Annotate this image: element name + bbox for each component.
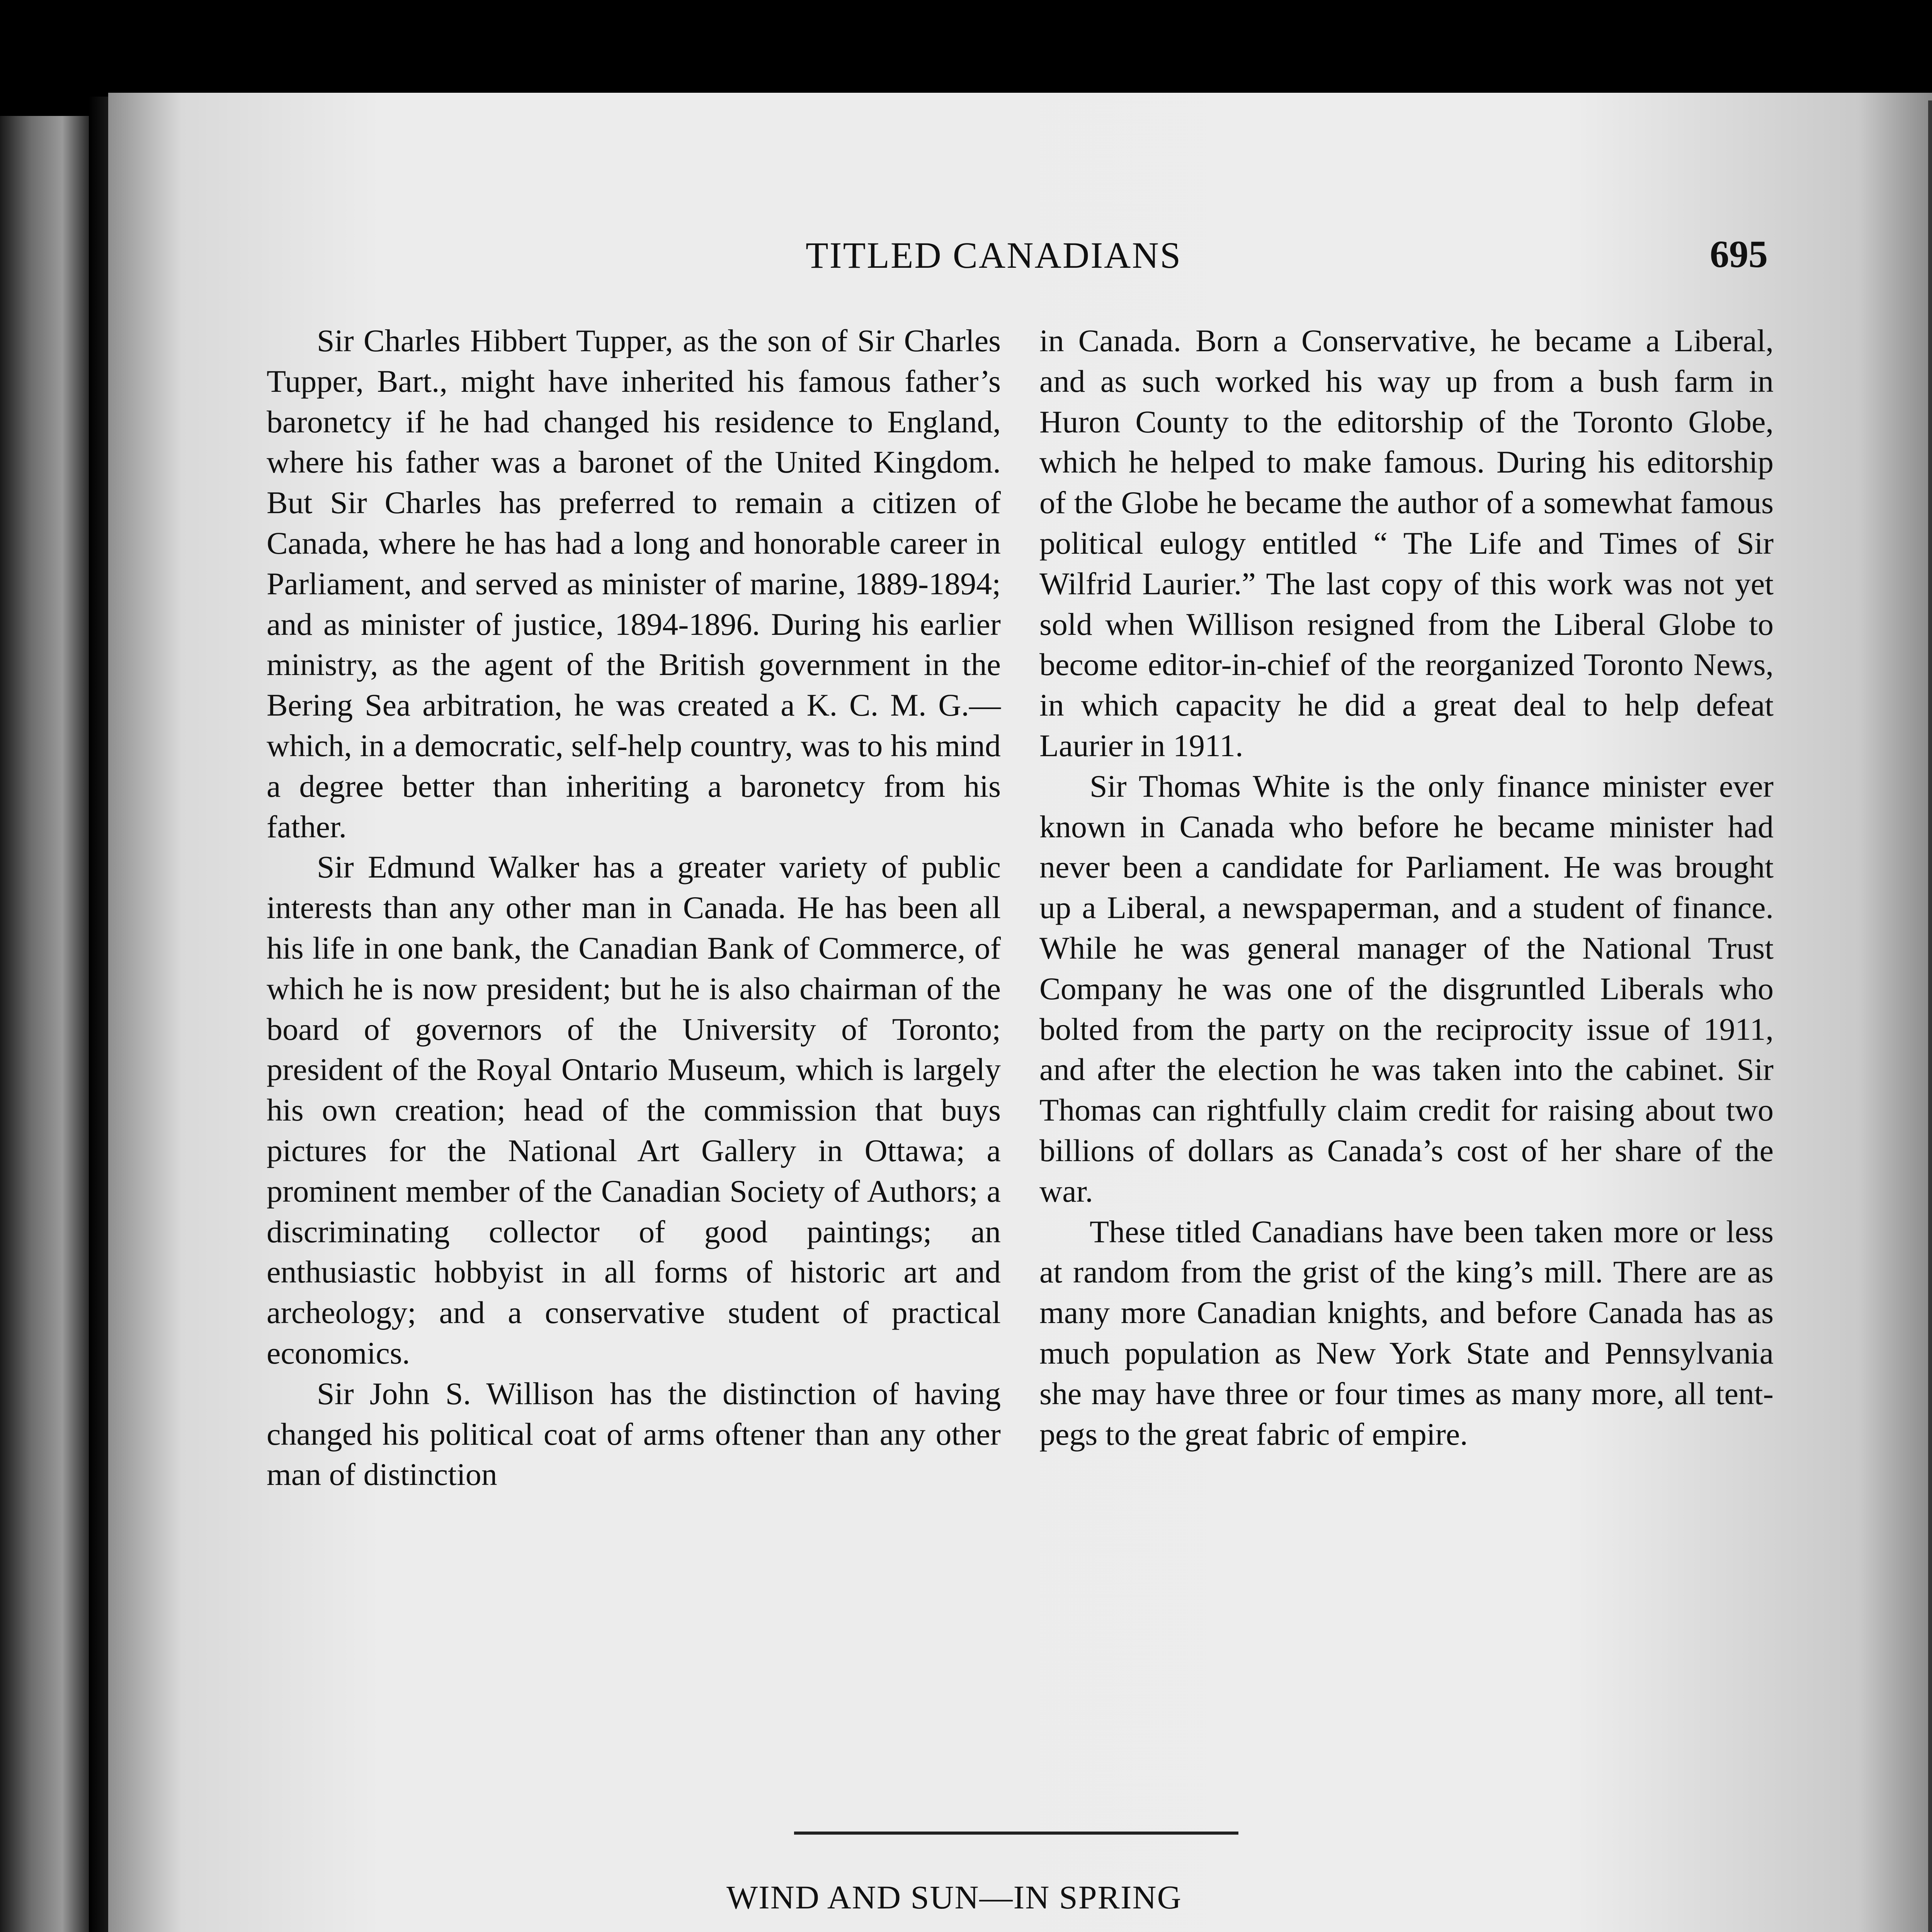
- page-number: 695: [1710, 233, 1768, 276]
- paragraph-tupper: Sir Charles Hibbert Tupper, as the son of Sir Charles Tupper, Bart., might have inherited his famous father’s baronetcy if he had changed his residence to England, where his father was a baronet of the United Kingdom. But Sir Charles has preferred to remain a citizen of Canada, where he has had a long and honorable career in Parliament, and served as minister of marine, 1889-1894; and as minister of justice, 1894-1896. During his earlier ministry, as the agent of the British government in the Bering Sea arbitration, he was created a K. C. M. G.—which, in a democratic, self-help country, was to his mind a degree better than inheriting a baronetcy from his father.: [267, 323, 1001, 844]
- paragraph-walker: Sir Edmund Walker has a greater variety of public interests than any other man in Canada. He has been all his life in one bank, the Canadian Bank of Commerce, of which he is now president; but he is also chairman of the board of governors of the University of Toronto; president of the Royal Ontario Museum, which is largely his own creation; head of the commission that buys pictures for the National Art Gallery in Ottawa; a prominent member of the Canadian Society of Authors; a discriminating collector of good paintings; an enthusiastic hobbyist in all forms of historic art and archeology; and a conservative student of practical economics.: [267, 849, 1001, 1371]
- left-column: [267, 321, 1001, 1495]
- poem-title: WIND AND SUN—IN SPRING: [726, 1879, 1182, 1916]
- paragraph-willison-start: Sir John S. Willison has the distinction of having changed his political coat of arms oftener than any other man of distinction: [267, 1376, 1001, 1492]
- running-head: TITLED CANADIANS: [806, 235, 1182, 276]
- right-column: [1039, 321, 1774, 1454]
- left-page-edge: [0, 116, 89, 1932]
- paragraph-white: Sir Thomas White is the only finance minister ever known in Canada who before he became minister had never been a candidate for Parliament. He was brought up a Liberal, a newspaperman, and a student of finance. While he was general manager of the National Trust Company he was one of the disgruntled Liberals who bolted from the party on the reciprocity issue of 1911, and after the election he was taken into the cabinet. Sir Thomas can rightfully claim credit for raising about two billions of dollars as Canada’s cost of her share of the war.: [1039, 768, 1774, 1209]
- right-page-edge: [1928, 100, 1932, 1932]
- section-divider: [794, 1832, 1238, 1835]
- paragraph-willison-continued: in Canada. Born a Conservative, he became a Liberal, and as such worked his way up from a bush farm in Huron County to the editorship of the Toronto Globe, which he helped to make famous. During his editorship of the Globe he became the author of a somewhat famous political eulogy entitled “ The Life and Times of Sir Wilfrid Laurier.” The last copy of this work was not yet sold when Willison resigned from the Liberal Globe to become editor-in-chief of the reorganized Toronto News, in which capacity he did a great deal to help defeat Laurier in 1911.: [1039, 323, 1774, 763]
- paragraph-closing: These titled Canadians have been taken more or less at random from the grist of the king’s mill. There are as many more Canadian knights, and before Canada has as much population as New York State and Pennsylvania she may have three or four times as many more, all tent-pegs to the great fabric of empire.: [1039, 1214, 1774, 1452]
